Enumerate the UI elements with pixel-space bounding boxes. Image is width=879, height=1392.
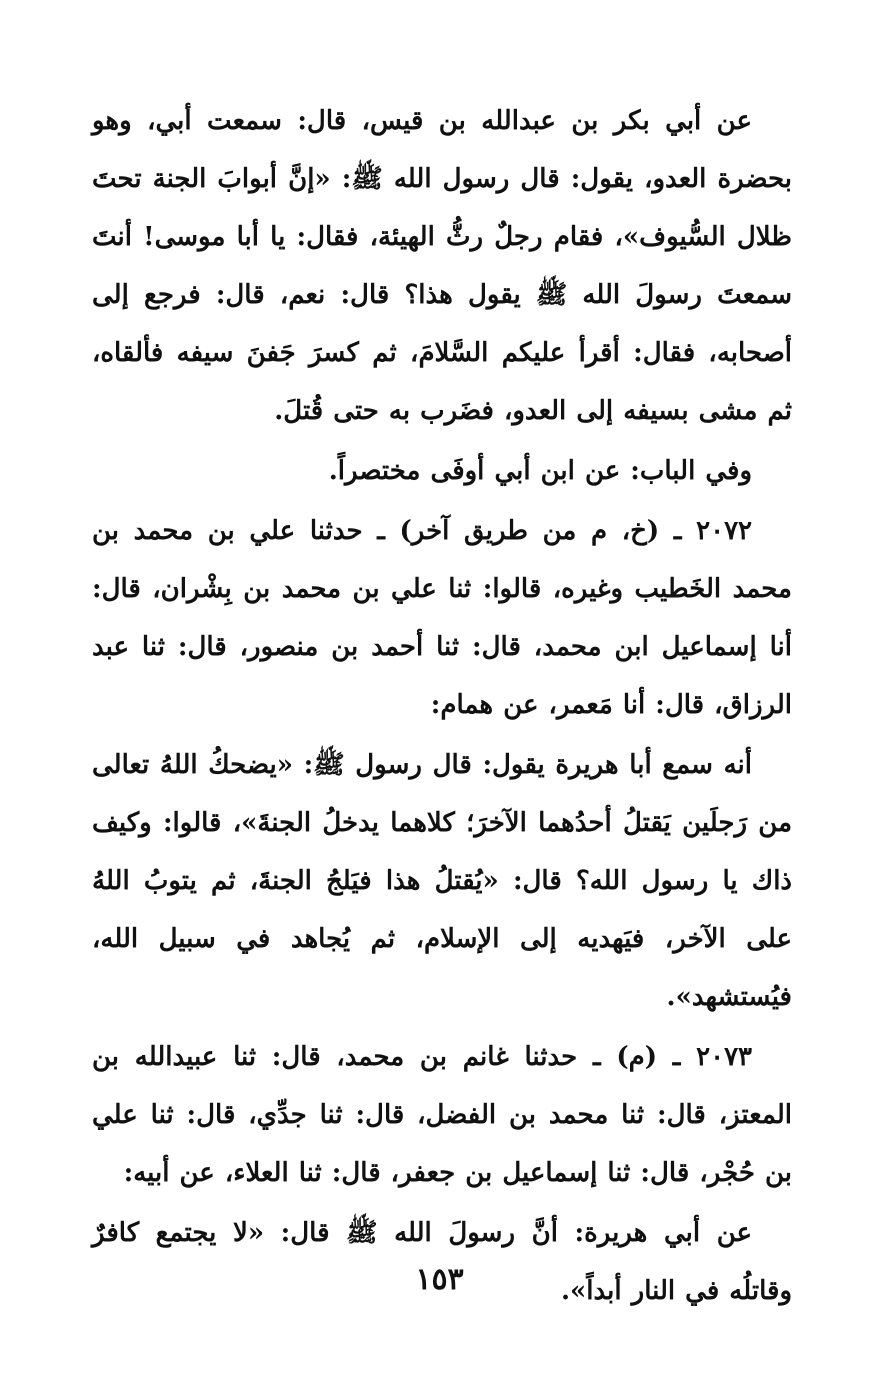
page-number: ١٥٣ — [415, 1262, 464, 1297]
chapter-note-paragraph: وفي الباب: عن ابن أبي أوفَى مختصراً. — [328, 456, 752, 486]
page-body — [92, 92, 792, 1320]
hadith-text-paragraph: أنه سمع أبا هريرة يقول: قال رسول ﷺ: «يضحكُ اللهُ تعالى من رَجلَين يَقتلُ أحدُهما الآخرَ؛ كلاهما يدخلُ الجنةَ»، قالوا: وكيف ذاك يا رسول الله؟ قال: «يُقتلُ هذا فيَلجُ الجنةَ، ثم يتوبُ اللهُ على الآخر، فيَهديه إلى الإسلام، ثم يُجاهد في سبيل الله، فيُستشهد». — [92, 750, 793, 1012]
isnad-paragraph-2073: ٢٠٧٣ ـ (م) ـ حدثنا غانم بن محمد، قال: ثنا عبيدالله بن المعتز، قال: ثنا محمد بن الفضل، قال: ثنا جدِّي، قال: ثنا علي بن حُجْر، قال: ثنا إسماعيل بن جعفر، قال: ثنا العلاء، عن أبيه: — [92, 1042, 792, 1188]
isnad-paragraph-2072: ٢٠٧٢ ـ (خ، م من طريق آخر) ـ حدثنا علي بن محمد بن محمد الخَطيب وغيره، قالوا: ثنا علي بن محمد بن بِشْران، قال: أنا إسماعيل ابن محمد، قال: ثنا أحمد بن منصور، قال: ثنا عبد الرزاق، قال: أنا مَعمر، عن همام: — [92, 516, 792, 720]
hadith-text-paragraph: عن أبي بكر بن عبدالله بن قيس، قال: سمعت أبي، وهو بحضرة العدو، يقول: قال رسول الله ﷺ: «إنَّ أبوابَ الجنة تحتَ ظلال السُّيوف»، فقام رجلٌ رثُّ الهيئة، فقال: يا أبا موسى! أنتَ سمعتَ رسولَ الله ﷺ يقول هذا؟ قال: نعم، قال: فرجع إلى أصحابه، فقال: أقرأ عليكم السَّلامَ، ثم كسرَ جَفنَ سيفه فألقاه، ثم مشى بسيفه إلى العدو، فضَرب به حتى قُتلَ. — [92, 106, 792, 426]
hadith-text-paragraph: عن أبي هريرة: أنَّ رسولَ الله ﷺ قال: «لا يجتمع كافرٌ وقاتلُه في النار أبداً». — [92, 1218, 792, 1306]
